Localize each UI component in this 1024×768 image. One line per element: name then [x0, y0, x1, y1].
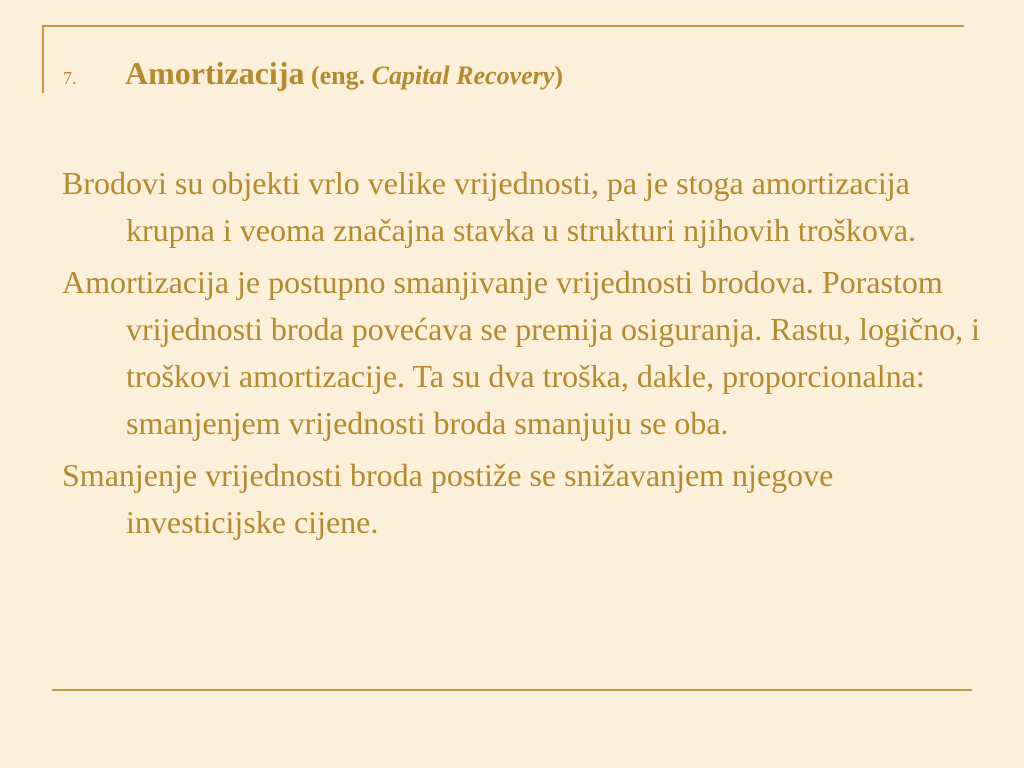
left-rule [42, 25, 44, 93]
top-rule [42, 25, 964, 27]
heading-number: 7. [63, 68, 77, 88]
paragraph-1: Brodovi su objekti vrlo velike vrijednosti, pa je stoga amortizacija krupna i veoma značajna stavka u strukturi njihovih troškova. [62, 165, 917, 248]
heading-title: Amortizacija [125, 55, 305, 91]
paragraph-2: Amortizacija je postupno smanjivanje vrijednosti brodova. Porastom vrijednosti broda povećava se premija osiguranja. Rastu, logično, i troškovi amortizacije. Ta su dva troška, dakle, proporcionalna: smanjenjem vrijednosti broda smanjuju se oba. [62, 264, 980, 441]
heading-paren-open: (eng. [304, 61, 372, 90]
slide-heading [63, 55, 963, 92]
bottom-rule [52, 689, 972, 691]
paragraph-3: Smanjenje vrijednosti broda postiže se snižavanjem njegove investicijske cijene. [62, 457, 834, 540]
heading-italic-term: Capital Recovery [371, 61, 555, 90]
slide-body [62, 160, 992, 551]
heading-paren-close: ) [554, 61, 563, 90]
